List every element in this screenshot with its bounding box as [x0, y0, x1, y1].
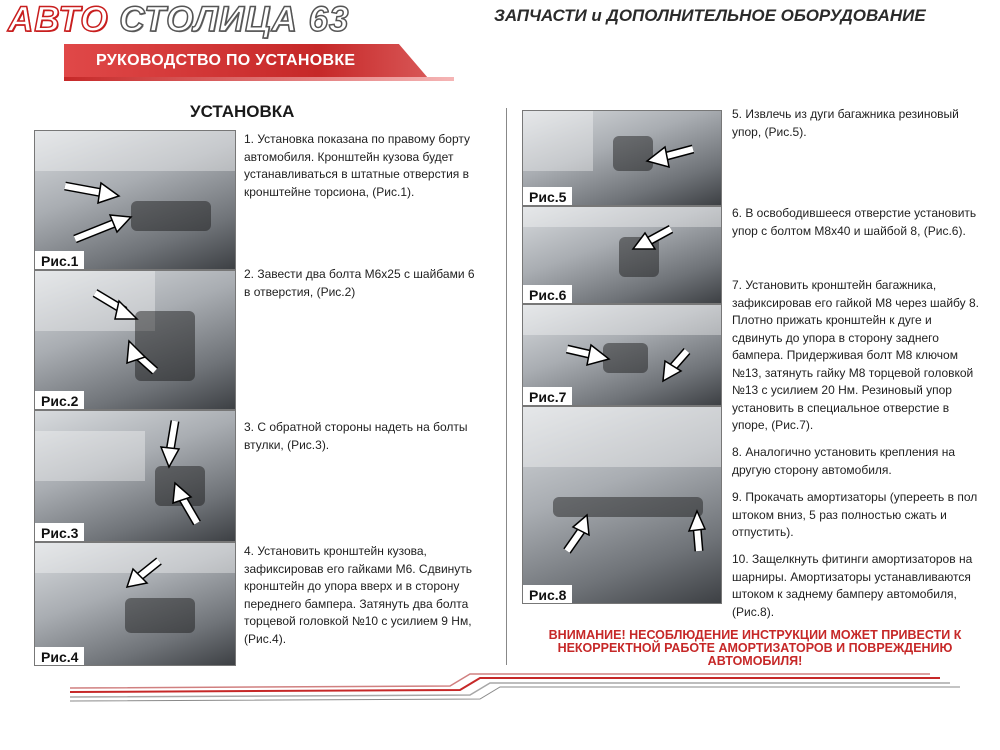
figure-8-caption: Рис.8	[523, 585, 572, 603]
figure-6-caption: Рис.6	[523, 285, 572, 303]
warning-notice: ВНИМАНИЕ! НЕСОБЛЮДЕНИЕ ИНСТРУКЦИИ МОЖЕТ ПРИВЕСТИ К НЕКОРРЕКТНОЙ РАБОТЕ АМОРТИЗАТОРОВ И ПОВРЕЖДЕНИЮ АВТОМОБИЛЯ!	[548, 628, 962, 668]
step-3: 3. С обратной стороны надеть на болты втулки, (Рис.3).	[244, 420, 468, 452]
footer-decoration	[0, 668, 1000, 708]
step-5: 5. Извлечь из дуги багажника резиновый упор, (Рис.5).	[732, 107, 959, 139]
brand-part-63: 63	[308, 0, 350, 39]
header-tagline: ЗАПЧАСТИ и ДОПОЛНИТЕЛЬНОЕ ОБОРУДОВАНИЕ	[494, 6, 926, 25]
step-6: 6. В освободившееся отверстие установить упор с болтом М8х40 и шайбой 8, (Рис.6).	[732, 206, 977, 238]
figure-5-caption: Рис.5	[523, 187, 572, 205]
step-7: 7. Установить кронштейн багажника, зафиксировав его гайкой М8 через шайбу 8. Плотно прижать кронштейн к дуге и сдвинуть до упора в сторону заднего бампера. Придерживая болт М8 ключом №13, затянуть гайку М8 торцевой головкой №13 с усилием 20 Нм. Резиновый упор установить в специальное отверстие в упоре, (Рис.7).	[732, 278, 979, 432]
figure-1-photo	[34, 130, 236, 270]
figure-3-caption: Рис.3	[35, 523, 84, 541]
arrow-icon	[523, 407, 722, 604]
figure-7-photo	[522, 304, 722, 406]
brand-part-avto: АВТО	[8, 0, 120, 39]
step-10: 10. Защелкнуть фитинги амортизаторов на шарниры. Амортизаторы устанавливаются штоком к заднему бамперу автомобиля, (Рис.8).	[732, 552, 973, 619]
arrow-icon	[35, 131, 236, 270]
banner-stripe	[64, 77, 454, 81]
step-2: 2. Завести два болта М6х25 с шайбами 6 в отверстия, (Рис.2)	[244, 267, 475, 299]
figure-8-photo	[522, 406, 722, 604]
section-title: УСТАНОВКА	[190, 102, 295, 121]
figure-4-caption: Рис.4	[35, 647, 84, 665]
figure-2-caption: Рис.2	[35, 391, 84, 409]
step-1: 1. Установка показана по правому борту автомобиля. Кронштейн кузова будет устанавливаться в штатные отверстия в кронштейне торсиона, (Рис.1).	[244, 132, 471, 199]
figure-4-photo	[34, 542, 236, 666]
figure-7-caption: Рис.7	[523, 387, 572, 405]
brand-logo	[8, 0, 350, 40]
arrow-icon	[35, 271, 236, 410]
figure-1-caption: Рис.1	[35, 251, 84, 269]
column-divider	[506, 108, 507, 665]
figure-5-photo	[522, 110, 722, 206]
figure-3-photo	[34, 410, 236, 542]
step-8: 8. Аналогично установить крепления на другую сторону автомобиля.	[732, 445, 956, 477]
brand-part-stolica: СТОЛИЦА	[119, 0, 309, 39]
step-9: 9. Прокачать амортизаторы (уперееть в пол штоком вниз, 5 раз полностью сжать и отпустить).	[732, 490, 978, 539]
figure-6-photo	[522, 206, 722, 304]
figure-2-photo	[34, 270, 236, 410]
step-4: 4. Установить кронштейн кузова, зафиксировав его гайками М6. Сдвинуть кронштейн до упора вверх и в сторону переднего бампера. Затянуть два болта торцевой головкой №10 с усилием 9 Нм, (Рис.4).	[244, 544, 473, 646]
banner-title: РУКОВОДСТВО ПО УСТАНОВКЕ	[96, 52, 356, 69]
